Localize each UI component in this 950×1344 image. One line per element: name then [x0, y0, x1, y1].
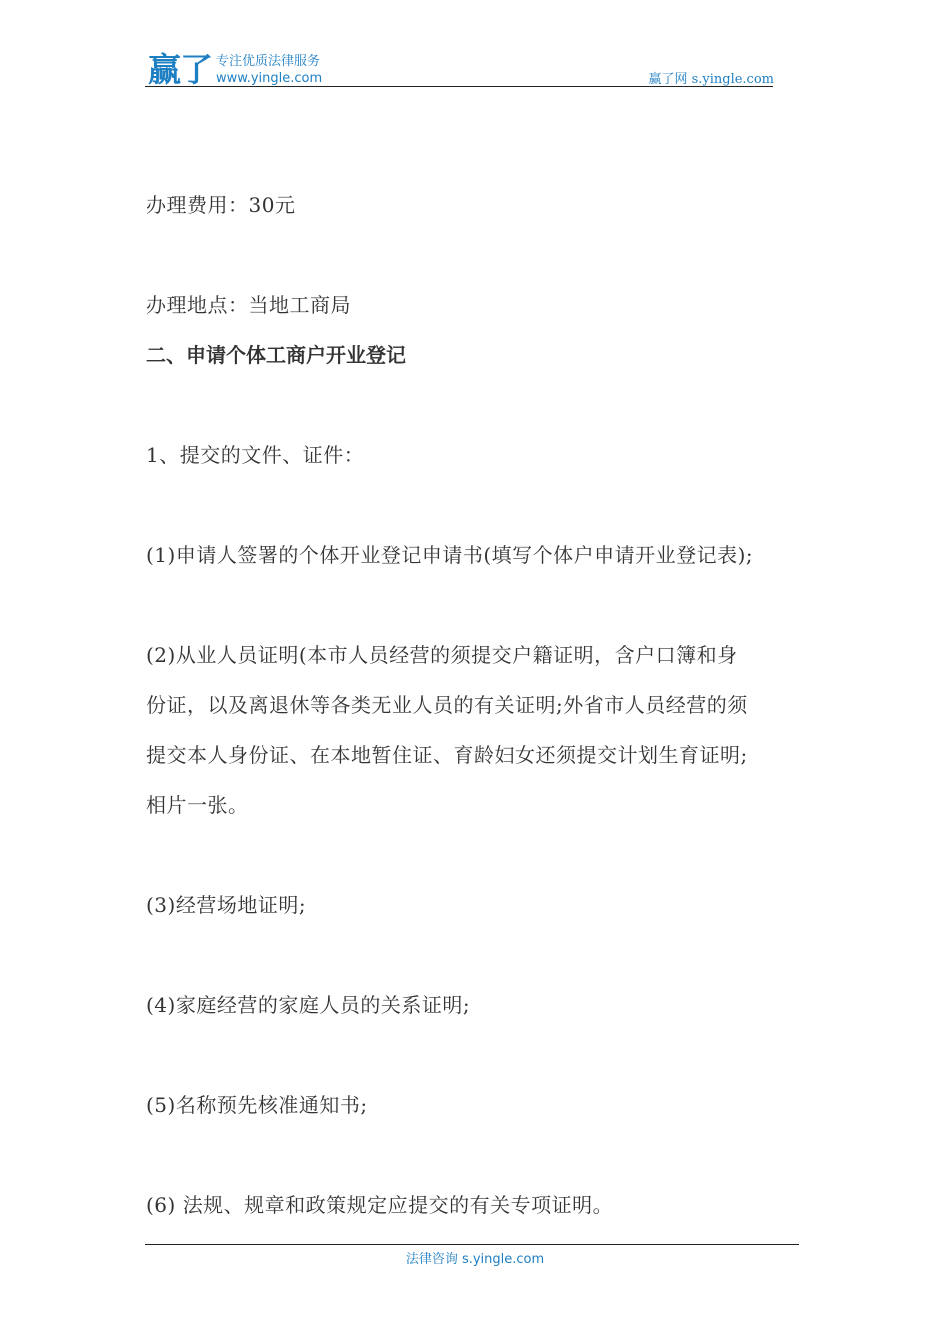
spacer [146, 1030, 818, 1080]
document-item-6: (6) 法规、规章和政策规定应提交的有关专项证明。 [146, 1193, 614, 1217]
footer-divider [145, 1244, 799, 1245]
header-divider [145, 86, 773, 87]
logo-mark: 赢了 [148, 50, 212, 89]
logo-url: www.yingle.com [216, 71, 323, 86]
document-item-2 [146, 630, 818, 830]
document-item-2-line: 提交本人身份证、在本地暂住证、育龄妇女还须提交计划生育证明; [146, 743, 748, 767]
document-item-2-line: 份证，以及离退休等各类无业人员的有关证明;外省市人员经营的须 [146, 693, 748, 717]
spacer [146, 580, 818, 630]
document-item-5: (5)名称预先核准通知书; [146, 1093, 368, 1117]
location-line: 办理地点：当地工商局 [146, 293, 351, 317]
spacer [146, 830, 818, 880]
logo-slogan: 专注优质法律服务 [216, 54, 321, 69]
document-item-3: (3)经营场地证明; [146, 893, 307, 917]
section-title: 二、申请个体工商户开业登记 [146, 343, 406, 367]
document-item-1: (1)申请人签署的个体开业登记申请书(填写个体户申请开业登记表); [146, 543, 754, 567]
footer-link[interactable]: 法律咨询 s.yingle.com [405, 1252, 545, 1267]
fee-line: 办理费用：30元 [146, 193, 296, 217]
spacer [146, 1130, 818, 1180]
header-site-link[interactable]: 赢了网 s.yingle.com [648, 72, 774, 87]
item-title: 1、提交的文件、证件： [146, 443, 365, 467]
document-item-2-line: (2)从业人员证明(本市人员经营的须提交户籍证明，含户口簿和身 [146, 643, 738, 667]
document-item-4: (4)家庭经营的家庭人员的关系证明; [146, 993, 471, 1017]
spacer [146, 380, 818, 430]
spacer [146, 230, 818, 280]
spacer [146, 930, 818, 980]
spacer [146, 480, 818, 530]
document-body [146, 180, 818, 1230]
document-item-2-line: 相片一张。 [146, 793, 249, 817]
